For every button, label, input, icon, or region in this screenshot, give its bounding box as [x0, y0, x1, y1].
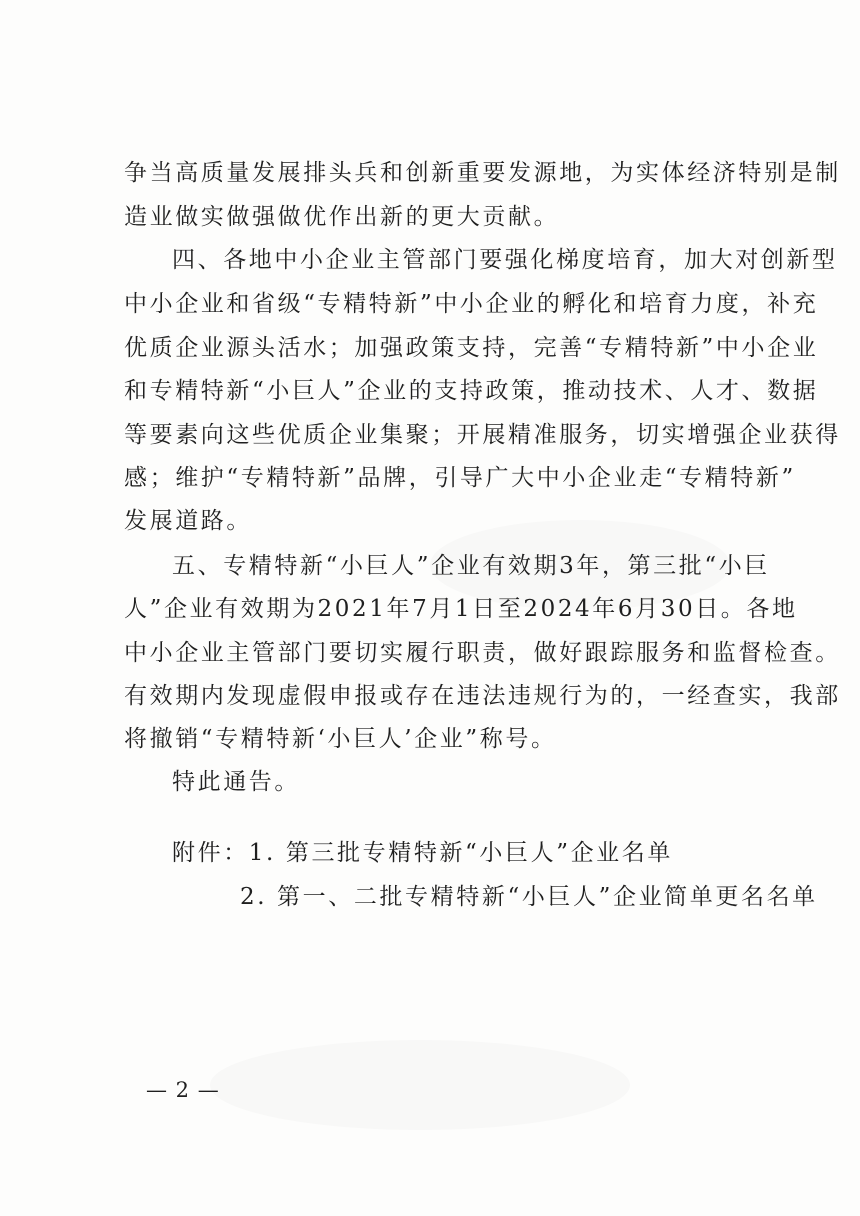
paragraph-line: 四、各地中小企业主管部门要强化梯度培育，加大对创新型 — [172, 247, 838, 273]
paragraph-line: 争当高质量发展排头兵和创新重要发源地，为实体经济特别是制 — [124, 160, 841, 186]
paragraph-line: 中小企业和省级“专精特新”中小企业的孵化和培育力度，补充 — [124, 291, 819, 317]
page-number: — 2 — — [146, 1078, 220, 1102]
paragraph-line: 感；维护“专精特新”品牌，引导广大中小企业走“专精特新” — [124, 465, 796, 491]
paragraph-line: 优质企业源头活水；加强政策支持，完善“专精特新”中小企业 — [124, 335, 819, 361]
paragraph-line: 等要素向这些优质企业集聚；开展精准服务，切实增强企业获得 — [124, 422, 841, 448]
faint-bleed-through — [210, 1040, 630, 1130]
attachment-item: 2. 第一、二批专精特新“小巨人”企业简单更名名单 — [240, 884, 818, 910]
closing-line: 特此通告。 — [172, 769, 300, 795]
paragraph-line: 中小企业主管部门要切实履行职责，做好跟踪服务和监督检查。 — [124, 640, 841, 666]
paragraph-line: 五、专精特新“小巨人”企业有效期3年，第三批“小巨 — [172, 553, 770, 579]
paragraph-line: 和专精特新“小巨人”企业的支持政策，推动技术、人才、数据 — [124, 378, 819, 404]
paragraph-line: 发展道路。 — [124, 508, 252, 534]
paragraph-line: 将撤销“专精特新‘小巨人’企业”称号。 — [124, 726, 557, 752]
paragraph-line: 人”企业有效期为2021年7月1日至2024年6月30日。各地 — [124, 596, 798, 622]
paragraph-line: 有效期内发现虚假申报或存在违法违规行为的，一经查实，我部 — [124, 683, 841, 709]
attachment-item: 附件：1. 第三批专精特新“小巨人”企业名单 — [172, 840, 673, 866]
paragraph-line: 造业做实做强做优作出新的更大贡献。 — [124, 204, 560, 230]
